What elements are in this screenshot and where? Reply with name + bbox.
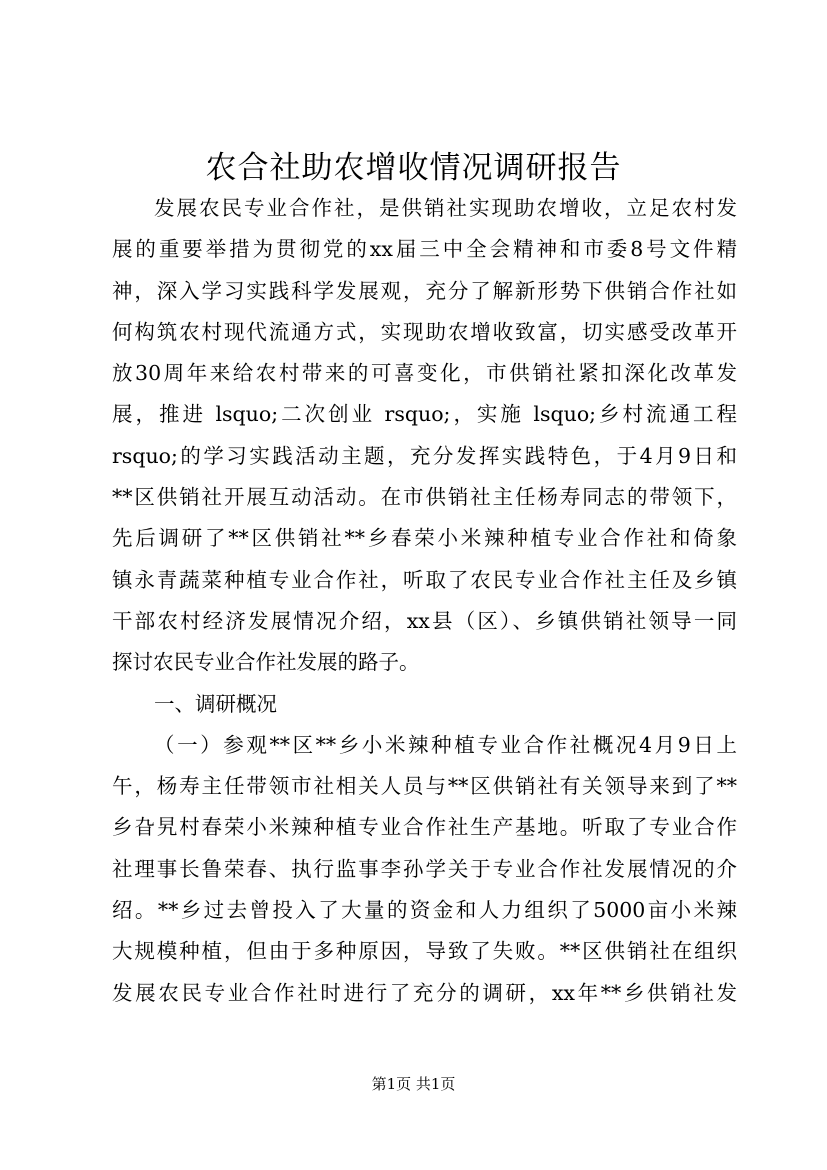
text-line: （一）参观**区**乡小米辣种植专业合作社概况4月9日上: [154, 732, 737, 757]
text-line: **区供销社开展互动活动。在市供销社主任杨寿同志的带领下，: [112, 485, 737, 510]
text-line: 探讨农民专业合作社发展的路子。: [112, 650, 420, 675]
text-line: 先后调研了**区供销社**乡春荣小米辣种植专业合作社和倚象: [112, 526, 737, 551]
text-line: 大规模种植，但由于多种原因，导致了失败。**区供销社在组织: [112, 939, 737, 964]
text-line: 展，推进 lsquo;二次创业 rsquo;，实施 lsquo;乡村流通工程: [112, 402, 737, 427]
text-line: 放30周年来给农村带来的可喜变化，市供销社紧扣深化改革发: [112, 361, 737, 386]
text-line: 干部农村经济发展情况介绍，xx县（区）、乡镇供销社领导一同: [112, 608, 737, 633]
section-heading: 一、调研概况: [154, 691, 277, 716]
document-title: 农合社助农增收情况调研报告: [205, 150, 622, 186]
document-body: [112, 188, 737, 1014]
text-line: 镇永青蔬菜种植专业合作社，听取了农民专业合作社主任及乡镇: [112, 567, 737, 592]
text-line: 午，杨寿主任带领市社相关人员与**区供销社有关领导来到了**: [112, 774, 737, 799]
text-line: 绍。**乡过去曾投入了大量的资金和人力组织了5000亩小米辣: [112, 898, 737, 923]
page-footer: 第1页 共1页: [371, 1075, 456, 1093]
text-line: 乡旮旯村春荣小米辣种植专业合作社生产基地。听取了专业合作: [112, 815, 737, 840]
text-line: 发展农民专业合作社时进行了充分的调研，xx年**乡供销社发: [112, 980, 737, 1005]
text-line: rsquo;的学习实践活动主题，充分发挥实践特色，于4月9日和: [112, 443, 737, 468]
text-line: 何构筑农村现代流通方式，实现助农增收致富，切实感受改革开: [112, 319, 737, 344]
text-line: 发展农民专业合作社，是供销社实现助农增收，立足农村发: [154, 196, 737, 220]
text-line: 神，深入学习实践科学发展观，充分了解新形势下供销合作社如: [112, 278, 737, 303]
text-line: 展的重要举措为贯彻党的xx届三中全会精神和市委8号文件精: [112, 237, 737, 262]
text-line: 社理事长鲁荣春、执行监事李孙学关于专业合作社发展情况的介: [112, 856, 737, 881]
